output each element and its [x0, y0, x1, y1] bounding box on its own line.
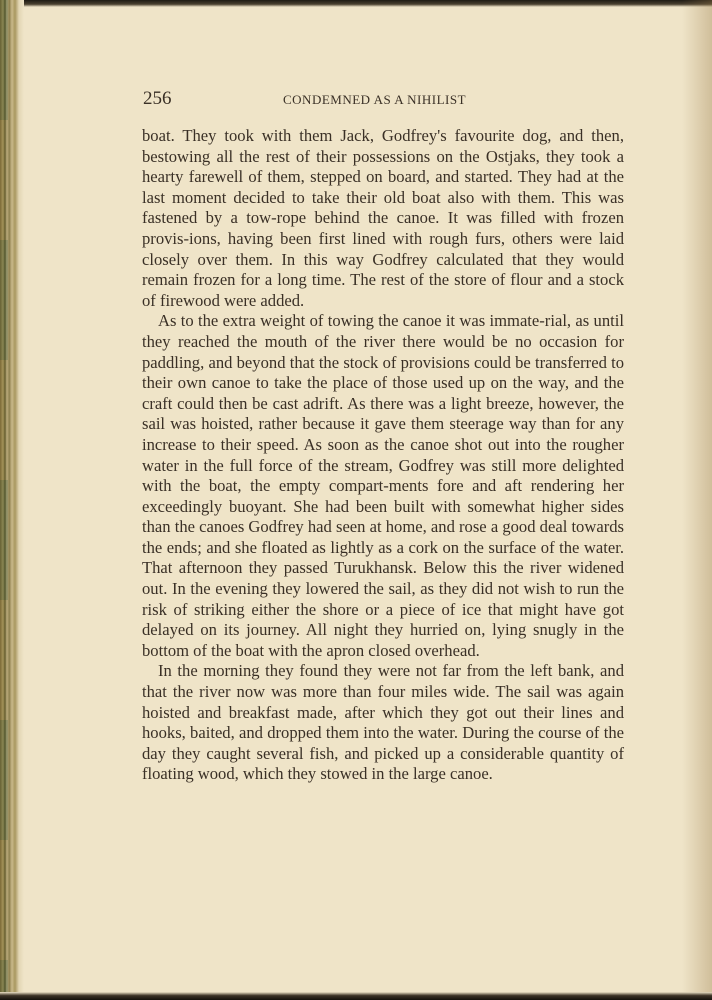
paragraph-2: As to the extra weight of towing the canoe it was immate-rial, as until they reached the mouth of the river there would be no occasion for paddling, and beyond that the stock of provisions could be transferred to their own canoe to take the place of those used up on the way, and the craft could then be cast adrift. As there was a light breeze, however, the sail was hoisted, rather because it gave them steerage way than for any increase to their speed. As soon as the canoe shot out into the rougher water in the full force of the stream, Godfrey was still more delighted with the boat, the empty compart-ments fore and aft rendering her exceedingly buoyant. She had been built with somewhat higher sides than the canoes Godfrey had seen at home, and rose a good deal towards the ends; and she floated as lightly as a cork on the surface of the water. That afternoon they passed Turukhansk. Below this the river widened out. In the evening they lowered the sail, as they did not wish to run the risk of striking either the shore or a piece of ice that might have got delayed on its journey. All night they hurried on, lying snugly in the bottom of the boat with the apron closed overhead.	[142, 311, 624, 660]
paragraph-1: boat. They took with them Jack, Godfrey's favourite dog, and then, bestowing all the rest of their possessions on the Ostjaks, they took a hearty farewell of them, stepped on board, and started. They had at the last moment decided to take their old boat also with them. This was fastened by a tow-rope behind the canoe. It was filled with frozen provis-ions, having been first lined with rough furs, others were laid closely over them. In this way Godfrey calculated that they would remain frozen for a long time. The rest of the store of flour and a stock of firewood were added.	[142, 126, 624, 310]
paragraph-3: In the morning they found they were not far from the left bank, and that the river now was more than four miles wide. The sail was again hoisted and breakfast made, after which they got out their lines and hooks, baited, and dropped them into the water. During the course of the day they caught several fish, and picked up a considerable quantity of floating wood, which they stowed in the large canoe.	[142, 661, 624, 784]
book-spine	[0, 0, 24, 1000]
spine-binding	[0, 0, 8, 1000]
running-head: CONDEMNED AS A NIHILIST	[283, 92, 467, 107]
body-text	[142, 126, 624, 785]
page-bottom-edge	[0, 992, 712, 1000]
page-number: 256	[143, 88, 172, 109]
page-header	[143, 88, 623, 112]
page-edge-shadow	[682, 0, 712, 1000]
page-top-edge	[0, 0, 712, 7]
